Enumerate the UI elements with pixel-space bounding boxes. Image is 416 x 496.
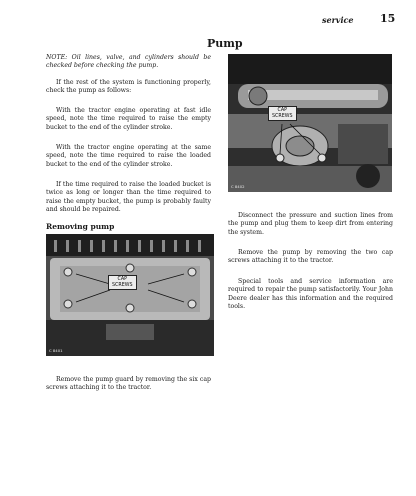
disconnect-lines-paragraph: Disconnect the pressure and suction lines from the pump and plug them to keep dirt from entering the system. [228, 212, 393, 236]
pump-guard-caption: Remove the pump guard by removing the six cap screws attaching it to the tractor. [46, 376, 211, 392]
figure-id: C 8401 [49, 348, 63, 353]
callout-line-2: SCREWS [112, 282, 133, 288]
empty-bucket-paragraph: With the tractor engine operating at fast idle speed, note the time required to raise the empty bucket to the end of the cylinder stroke. [46, 107, 211, 131]
faulty-pump-paragraph: If the time required to raise the loaded bucket is twice as long or longer than the time required to raise the empty bucket, the pump is probably faulty and should be repaired. [46, 181, 211, 214]
note-paragraph: NOTE: Oil lines, valve, and cylinders should be checked before checking the pump. [46, 54, 211, 70]
callout-line-2: SCREWS [272, 113, 293, 119]
removing-pump-heading: Removing pump [46, 222, 115, 231]
figure-id: C 8402 [231, 184, 245, 189]
remove-pump-paragraph: Remove the pump by removing the two cap screws attaching it to the tractor. [228, 249, 393, 265]
pump-illustration [228, 54, 392, 192]
cap-screws-callout [268, 106, 297, 121]
special-tools-paragraph: Special tools and service information are required to repair the pump satisfactorily. Your John Deere dealer has this information and the required tools. [228, 278, 393, 311]
pump-guard-photo [46, 234, 214, 356]
page-number: 15 [380, 12, 396, 25]
callout-line-1: CAP [117, 277, 128, 282]
section-label: service [322, 15, 354, 25]
intro-paragraph: If the rest of the system is functioning properly, check the pump as follows: [46, 79, 211, 95]
cap-screws-callout [108, 275, 137, 290]
callout-line-1: CAP [277, 108, 288, 113]
loaded-bucket-paragraph: With the tractor engine operating at the same speed, note the time required to raise the loaded bucket to the end of the cylinder stroke. [46, 144, 211, 168]
pump-guard-illustration [46, 234, 214, 356]
pump-photo [228, 54, 392, 192]
page-title: Pump [207, 37, 243, 50]
